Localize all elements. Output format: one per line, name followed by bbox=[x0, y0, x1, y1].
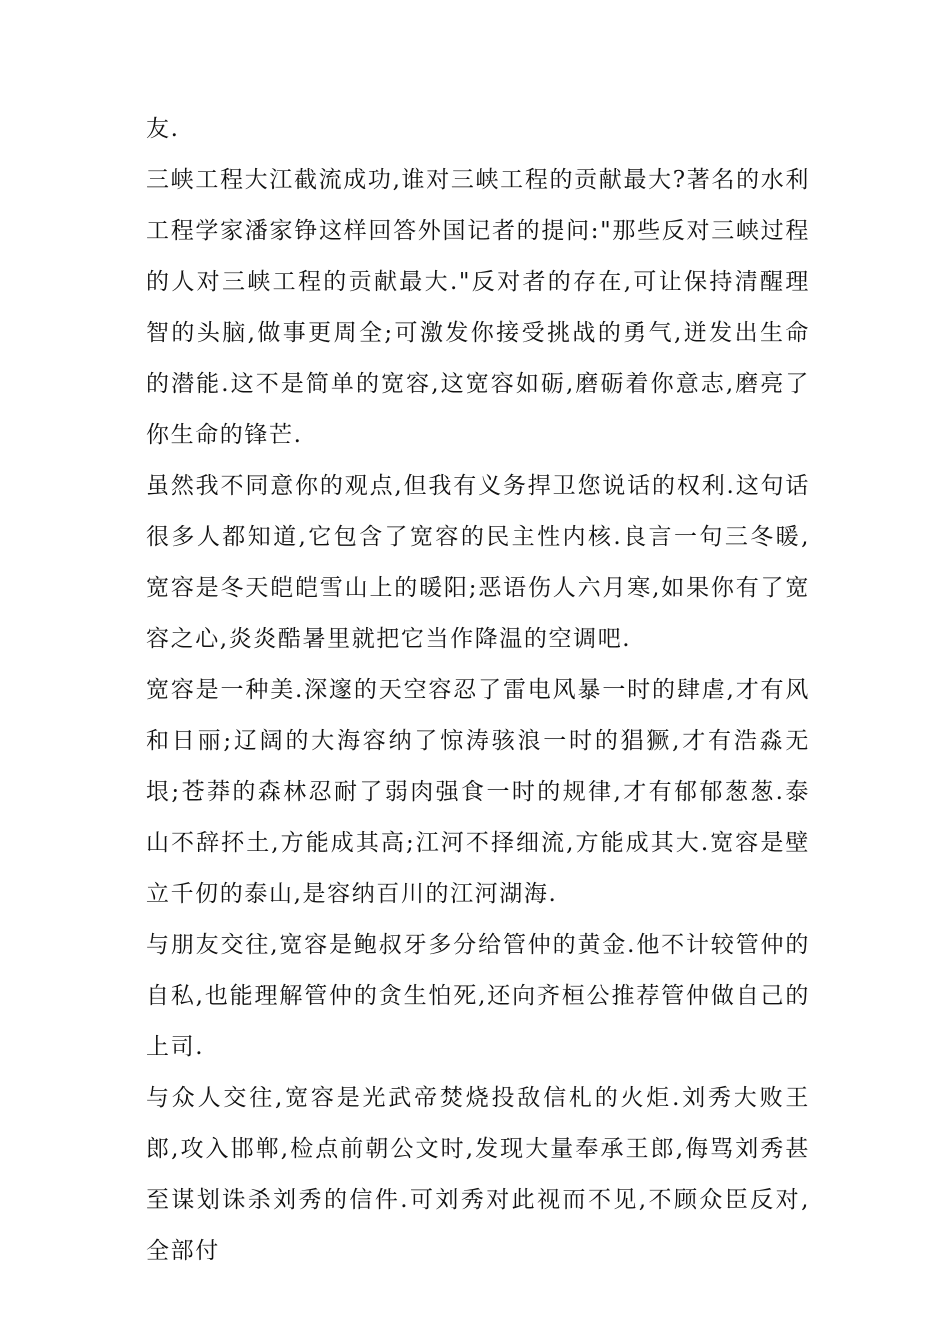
paragraph-2: 三峡工程大江截流成功,谁对三峡工程的贡献最大?著名的水利工程学家潘家铮这样回答外国记者的提问:"那些反对三峡过程的人对三峡工程的贡献最大."反对者的存在,可让保持清醒理智的头脑,做事更周全;可激发你接受挑战的勇气,迸发出生命的潜能.这不是简单的宽容,这宽容如砺,磨砺着你意志,磨亮了你生命的锋芒. bbox=[146, 167, 810, 448]
paragraph-6: 与众人交往,宽容是光武帝焚烧投敌信札的火炬.刘秀大败王郎,攻入邯郸,检点前朝公文时,发现大量奉承王郎,侮骂刘秀甚至谋划诛杀刘秀的信件.可刘秀对此视而不见,不顾众臣反对,全部付 bbox=[146, 1085, 810, 1264]
paragraph-3: 虽然我不同意你的观点,但我有义务捍卫您说话的权利.这句话很多人都知道,它包含了宽容的民主性内核.良言一句三冬暖,宽容是冬天皑皑雪山上的暖阳;恶语伤人六月寒,如果你有了宽容之心,炎炎酷暑里就把它当作降温的空调吧. bbox=[146, 473, 810, 652]
paragraph-1: 友. bbox=[146, 116, 180, 142]
paragraph-5: 与朋友交往,宽容是鲍叔牙多分给管仲的黄金.他不计较管仲的自私,也能理解管仲的贪生怕死,还向齐桓公推荐管仲做自己的上司. bbox=[146, 932, 810, 1060]
paragraph-4: 宽容是一种美.深邃的天空容忍了雷电风暴一时的肆虐,才有风和日丽;辽阔的大海容纳了惊涛骇浪一时的猖獗,才有浩淼无垠;苍莽的森林忍耐了弱肉强食一时的规律,才有郁郁葱葱.泰山不辞抔土,方能成其高;江河不择细流,方能成其大.宽容是壁立千仞的泰山,是容纳百川的江河湖海. bbox=[146, 677, 810, 907]
document-body bbox=[146, 104, 810, 1277]
